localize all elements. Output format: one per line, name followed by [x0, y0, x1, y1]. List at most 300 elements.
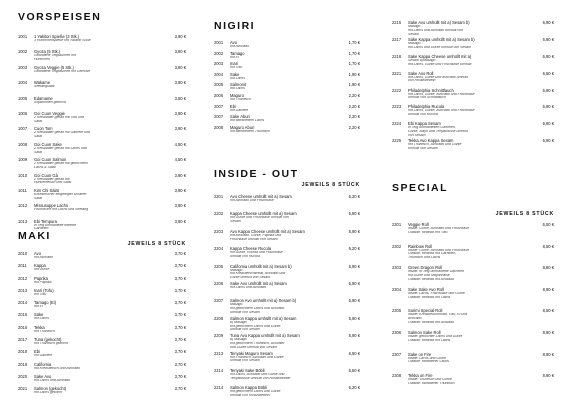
- vorspeisen-list: [18, 34, 186, 234]
- menu-item-price: 3,70 €: [174, 251, 186, 256]
- menu-item: [18, 80, 186, 95]
- menu-item-price: 2,20 €: [348, 114, 360, 120]
- menu-item-price: 6,90 €: [542, 20, 554, 25]
- menu-item-description: Hühnchen: [34, 58, 50, 62]
- section-title-special: SPECIAL: [392, 182, 449, 194]
- menu-item-description: mit Lachs: [34, 317, 49, 321]
- menu-item-description: Gebratene Teigtaschen mit: [34, 54, 76, 58]
- menu-item-description: mit Thunfisch, Avocado und Gurke: [230, 355, 284, 359]
- menu-item-description: 3 Hühnchenspieße mit Yakitori Soße: [34, 39, 91, 42]
- menu-item-name: Sake Aburi: [230, 114, 250, 120]
- menu-item-description: mit Gurke, Rucola und Frischkäse: [230, 251, 283, 255]
- menu-item-price: 6,20 €: [348, 246, 360, 252]
- menu-item-description: Outside: bedeckt mit Avocado: [408, 277, 455, 281]
- menu-item: [214, 385, 360, 402]
- menu-item-name: Inari: [230, 61, 238, 67]
- menu-item-number: 1011: [18, 187, 27, 193]
- inside-out-continued-list: [392, 20, 554, 155]
- menu-item-description: von Röstzwiebeln: [408, 79, 436, 83]
- menu-item-description: Masago: [408, 41, 421, 45]
- menu-item-description: Outside: bedeckt mit Garnelen,: [408, 252, 457, 256]
- menu-item-price: 6,50 €: [542, 70, 554, 76]
- menu-item-name: Edamame: [34, 95, 53, 101]
- menu-item-price: 3,70 €: [174, 263, 186, 269]
- menu-item-description: mit Garnele: [34, 354, 53, 358]
- menu-item-number: 2222: [392, 87, 402, 93]
- menu-item-price: 5,90 €: [348, 211, 360, 217]
- menu-item-price: 8,90 €: [542, 373, 554, 379]
- menu-item: [18, 157, 186, 172]
- menu-item: [18, 96, 186, 111]
- menu-item-number: 1001: [18, 34, 28, 39]
- menu-item: [18, 203, 186, 218]
- menu-item-name: Avo: [34, 251, 41, 256]
- menu-item-name: Salmon (gekocht): [34, 386, 67, 392]
- menu-item-description: Outside: bedeckt mit Tofu: [408, 230, 448, 234]
- menu-item: [18, 362, 186, 374]
- menu-item-number: 2218: [392, 53, 402, 59]
- menu-item-name: Ebi Tempura: [34, 218, 57, 224]
- menu-item-price: 5,90 €: [348, 280, 360, 286]
- inside-out-subtitle: JEWEILS 8 STÜCK: [301, 182, 360, 188]
- menu-item-name: Ebi: [230, 103, 236, 109]
- menu-item-name: Ebi Kappa Sesam: [408, 121, 441, 127]
- menu-item-number: 2012: [18, 275, 28, 281]
- menu-item-name: Gyoza Veggie (5 Stk.): [34, 64, 74, 70]
- section-title-inside-out: INSIDE - OUT: [214, 168, 299, 180]
- menu-item: [18, 251, 186, 263]
- menu-item-description: umhüllt von Sesam: [230, 310, 260, 314]
- menu-item-description: mit Lachs: [230, 87, 245, 91]
- maki-list: [18, 251, 186, 399]
- menu-item-number: 2007: [214, 103, 224, 109]
- menu-item-description: mit Gurke: [34, 268, 50, 272]
- menu-item-description: 2 Reisblätter gefüllt mit Tofu und: [34, 115, 85, 119]
- menu-item-description: mit Paprika: [34, 280, 52, 284]
- menu-item-description: von Sesam: [408, 133, 426, 137]
- menu-item-name: Salmon Kappa Böbli: [230, 385, 268, 391]
- menu-item-price: 8,90 €: [542, 329, 554, 335]
- menu-item: [214, 72, 360, 83]
- menu-item-name: Teriyaki Maguro Sesam: [230, 350, 273, 356]
- menu-item-description: mit Tofu: [34, 292, 47, 296]
- menu-item-description: umhüllt von Röstzwiebeln: [230, 394, 270, 398]
- menu-item-description: mit Thunfisch gekocht: [34, 342, 69, 346]
- menu-item-description: Gebratene Teigtaschen mit Gemüse: [34, 69, 91, 73]
- menu-item: [18, 337, 186, 349]
- menu-item-name: Cuon Tom: [34, 126, 53, 132]
- menu-item: [18, 188, 186, 203]
- menu-item-number: 2011: [18, 263, 27, 269]
- menu-item-description: Avocado: [408, 317, 422, 321]
- menu-item-description: mit Lachs und Avocado: [230, 285, 267, 289]
- menu-item-description: Outside: bedeckt mit Lachs: [408, 338, 451, 342]
- menu-item-description: mit gekochtem Lachs und Gurke: [230, 390, 281, 394]
- menu-item-name: Sake on Fire: [408, 351, 432, 357]
- menu-item: [214, 264, 360, 281]
- menu-item-price: 1,70 €: [348, 40, 360, 45]
- menu-item-description: mit Avocado: [34, 256, 54, 259]
- menu-item-description: Gurke, Mayo und Teriyakisoße umhüllt: [408, 130, 468, 134]
- menu-item-description: mit Krebsfleischimitat, Avocado und: [230, 272, 286, 276]
- menu-item-description: mit Thunfisch, Avocado und Gurke: [408, 143, 462, 147]
- menu-item-description: Masago: [230, 268, 243, 272]
- section-title-nigiri: NIGIRI: [214, 20, 256, 32]
- menu-item-number: 2208: [214, 315, 224, 321]
- menu-item: [214, 51, 360, 62]
- menu-item-description: mit Ei: [34, 305, 43, 309]
- menu-item-name: Teriyaki Sake Böbli: [230, 367, 265, 373]
- menu-item-name: Green Dragon Roll: [408, 265, 443, 271]
- menu-item-description: umhüllt von Rucola: [230, 254, 260, 258]
- menu-item: [18, 173, 186, 188]
- menu-item: [392, 54, 554, 71]
- menu-item-description: Inside: Gurke, Avocado und Frischkäse: [408, 248, 469, 252]
- menu-item-description: Outside: flambierter Thunfisch: [408, 381, 455, 385]
- menu-item: [18, 288, 186, 300]
- menu-item-name: Tekka: [34, 324, 45, 330]
- menu-item-name: Philadelphia Schnittlauch: [408, 87, 454, 93]
- menu-item-description: in Teig ummantelten Garnelen,: [408, 126, 456, 130]
- menu-item-name: Sake Kappa Cheese umhüllt mit a): [408, 53, 472, 59]
- menu-item-name: Veggie Roll: [408, 222, 429, 227]
- menu-item: [18, 126, 186, 141]
- menu-item-number: 2020: [18, 373, 28, 379]
- menu-item-description: mit gekochtem Lachs und Gurke: [230, 324, 281, 328]
- menu-item: [392, 104, 554, 121]
- menu-item-name: Sake Avo Roll: [408, 70, 434, 76]
- menu-item-price: 6,50 €: [348, 350, 360, 356]
- menu-item-name: Tamago (Ei): [34, 300, 57, 306]
- menu-item-number: 2019: [18, 361, 28, 367]
- menu-item-description: umhüllt von Sesam: [230, 328, 260, 332]
- menu-item-description: Salat: [34, 150, 42, 154]
- menu-item-description: mit Thunfisch: [230, 97, 251, 101]
- menu-item-number: 2008: [214, 124, 224, 130]
- menu-item-description: mit Lachs gekocht: [34, 391, 63, 395]
- menu-item-price: 1,70 €: [348, 61, 360, 67]
- menu-item-number: 1013: [18, 218, 28, 224]
- menu-item-description: Garnelen: [34, 227, 49, 231]
- menu-item-description: 2 Reisblätter gefüllt mit Garnele und: [34, 131, 90, 135]
- menu-item-description: mit flambiertem Thunfisch: [230, 129, 271, 133]
- menu-item-name: Kappa: [34, 263, 46, 269]
- menu-item: [392, 352, 554, 374]
- menu-item: [214, 125, 360, 136]
- menu-item-name: Goi Cuon Salmon: [34, 157, 67, 163]
- menu-item-name: Avo Kappa Cheese umhüllt mit a) Sesam: [230, 228, 305, 234]
- menu-item-name: Avo: [230, 40, 237, 45]
- menu-item-name: Paprika: [34, 275, 48, 281]
- menu-item-price: 3,90 €: [174, 80, 186, 86]
- menu-item-description: mit Lachs und Gurke umhüllt von Sesam: [408, 45, 472, 49]
- menu-item-name: Tamago: [230, 50, 245, 56]
- menu-item-description: Sesam: [408, 32, 419, 36]
- menu-item-name: Salmonit: [230, 82, 246, 88]
- menu-item-number: 2201: [214, 194, 224, 199]
- menu-item-name: Sake Sake Avo Roll: [408, 286, 444, 292]
- menu-item-description: b) Masago: [230, 320, 247, 324]
- menu-item-price: 8,90 €: [542, 351, 554, 357]
- menu-item: [18, 49, 186, 64]
- menu-item-name: California: [34, 361, 52, 367]
- menu-item: [392, 222, 554, 244]
- menu-item-number: 2006: [214, 92, 224, 98]
- menu-item: [214, 82, 360, 93]
- menu-item-name: Tekka Avo Kappa Sesam: [408, 138, 454, 144]
- menu-item-description: mit Lachs, Gurke und Avocado umhüllt: [408, 75, 468, 79]
- menu-item: [18, 349, 186, 361]
- menu-item-name: Tekka on Fire: [408, 373, 433, 379]
- menu-item: [18, 142, 186, 157]
- menu-item-name: Tuna Avo Kappa umhüllt mit a) Sesam: [230, 333, 300, 339]
- menu-item-number: 2215: [392, 20, 402, 25]
- menu-item-description: mit Gurke und Frischkäse umhüllt von: [230, 216, 289, 220]
- menu-item-price: 5,90 €: [348, 228, 360, 234]
- menu-item-price: 1,90 €: [348, 82, 360, 88]
- menu-item: [18, 34, 186, 49]
- menu-item-name: Rainbow Roll: [408, 243, 433, 249]
- menu-item: [214, 61, 360, 72]
- menu-item-number: 2303: [392, 265, 402, 271]
- menu-item-number: 1009: [18, 157, 28, 163]
- menu-item-number: 2003: [214, 61, 224, 67]
- menu-item: [214, 368, 360, 385]
- menu-item-number: 2207: [214, 298, 224, 304]
- menu-item: [18, 111, 186, 126]
- menu-item-name: Goi Cuon Veggie: [34, 110, 65, 116]
- menu-item-description: Lachs & Salat: [34, 165, 56, 169]
- menu-item-name: Sake Avo umhüllt mit a) Sesam: [230, 280, 287, 286]
- menu-item-price: 3,70 €: [174, 349, 186, 355]
- menu-item-price: 5,90 €: [348, 315, 360, 321]
- menu-item-number: 2016: [18, 324, 28, 330]
- menu-item-name: Kappa Cheese umhüllt mit a) Sesam: [230, 211, 297, 217]
- menu-item-price: 3,70 €: [174, 300, 186, 306]
- menu-item-price: 8,50 €: [542, 308, 554, 314]
- menu-item-price: 3,90 €: [174, 34, 186, 39]
- menu-item-number: 2214: [214, 367, 224, 373]
- menu-item-price: 4,50 €: [174, 157, 186, 163]
- menu-item-description: umhüllt von Sesam: [230, 359, 260, 363]
- menu-item-number: 2213: [214, 350, 224, 356]
- menu-item-number: 2221: [392, 70, 402, 76]
- menu-item-description: b) Masago: [230, 338, 247, 342]
- menu-item-description: Outside: bedeckt mit Lachs: [408, 295, 451, 299]
- menu-item-description: in Teig ummantelte frittierte: [34, 223, 77, 227]
- menu-item-name: Sake Avo umhüllt mit a) Sesam b): [408, 20, 470, 25]
- menu-item-description: Seetangsalat: [34, 85, 55, 89]
- menu-item-name: Salmon Avo umhüllt mit a) Sesam b): [230, 298, 297, 304]
- section-title-maki: MAKI: [18, 230, 51, 242]
- menu-item-price: 6,90 €: [542, 53, 554, 59]
- menu-item-number: 2018: [18, 349, 28, 355]
- menu-item-description: mit Avocado: [230, 45, 250, 48]
- menu-item-price: 8,50 €: [542, 243, 554, 249]
- menu-item-description: mit Tofu: [230, 66, 243, 70]
- menu-item-number: 2013: [18, 287, 28, 293]
- menu-item-number: 2217: [392, 36, 402, 42]
- menu-item-name: Maguro: [230, 92, 244, 98]
- menu-item-description: mit Lachs und Avocado: [34, 378, 71, 382]
- menu-item-price: 3,70 €: [174, 275, 186, 281]
- menu-item: [214, 298, 360, 315]
- menu-item-name: California umhüllt mit a) Sesam b): [230, 263, 292, 269]
- section-title-vorspeisen: VORSPEISEN: [18, 11, 102, 23]
- menu-item: [18, 374, 186, 386]
- menu-item-price: 6,20 €: [348, 194, 360, 199]
- menu-item-price: 2,20 €: [348, 103, 360, 109]
- menu-item: [392, 121, 554, 138]
- menu-item-description: mit Krebsfleisch und Avocado: [34, 366, 80, 370]
- menu-item: [214, 229, 360, 246]
- menu-item-price: 6,90 €: [542, 121, 554, 127]
- menu-item: [214, 333, 360, 350]
- menu-item-description: Thunfisch und Lachs: [408, 256, 441, 260]
- menu-item-description: mit Lachs, Gurke, Avocado und Frischkäse: [408, 109, 475, 113]
- menu-item-description: Koreanischer eingelegter scharfer: [34, 192, 87, 196]
- menu-item-price: 3,90 €: [174, 64, 186, 70]
- menu-item-price: 8,90 €: [542, 286, 554, 292]
- menu-item-description: Hühnerfleisch und Salat: [34, 181, 72, 185]
- menu-item-name: Gyoza (5 Stk.): [34, 49, 61, 55]
- menu-item-price: 3,70 €: [174, 287, 186, 293]
- menu-item-name: Sake: [230, 71, 240, 77]
- menu-item-description: Inside: Gurke, Avocado und Frischkäse: [408, 227, 469, 230]
- menu-item-number: 2202: [214, 211, 224, 217]
- menu-item-description: und Gurke umhüllt von Sesam: [230, 345, 278, 349]
- menu-item-number: 2224: [392, 121, 402, 127]
- menu-item-price: 3,70 €: [174, 373, 186, 379]
- menu-item-number: 1003: [18, 64, 28, 70]
- menu-item: [214, 211, 360, 228]
- menu-item-description: umhüllt von Sesam: [408, 147, 438, 151]
- menu-item-number: 1005: [18, 95, 28, 101]
- menu-item-description: mit Thunfisch: [34, 329, 55, 333]
- menu-item-number: 2209: [214, 333, 224, 339]
- menu-item-number: 2205: [214, 263, 224, 269]
- menu-item-price: 1,90 €: [348, 71, 360, 77]
- menu-item-number: 2225: [392, 138, 402, 144]
- menu-item-price: 6,90 €: [542, 36, 554, 42]
- menu-item-description: umhüllt von Schnittlauch: [408, 96, 446, 100]
- menu-item-number: 2214: [214, 385, 224, 391]
- menu-item-price: 5,90 €: [348, 298, 360, 304]
- menu-item: [214, 114, 360, 125]
- menu-item-name: Wakame: [34, 80, 50, 86]
- menu-item-description: Inside: Thunfisch und Gurke: [408, 378, 452, 382]
- menu-item-description: mit Lachs, Gurke und Frischkäse umhüllt: [408, 62, 472, 66]
- menu-item-name: Kim Chi Salat: [34, 187, 59, 193]
- menu-item-price: 6,90 €: [542, 138, 554, 144]
- menu-item-description: Salat: [34, 119, 42, 123]
- special-subtitle: JEWEILS 8 STÜCK: [495, 211, 554, 217]
- menu-item-number: 2306: [392, 329, 402, 335]
- menu-item-price: 3,70 €: [174, 312, 186, 318]
- menu-item-description: mit Avocado und Frischkäse: [230, 199, 274, 202]
- menu-item-price: 3,90 €: [174, 203, 186, 209]
- menu-item-number: 2302: [392, 243, 402, 249]
- inside-out-list: [214, 194, 360, 403]
- maki-subtitle: JEWEILS 8 STÜCK: [127, 241, 186, 247]
- menu-item-name: Salmon Sake Roll: [408, 329, 441, 335]
- menu-item-number: 2223: [392, 104, 402, 110]
- menu-item: [214, 104, 360, 115]
- menu-item: [214, 316, 360, 333]
- menu-item: [18, 386, 186, 398]
- menu-item-number: 2301: [392, 222, 402, 227]
- menu-item-description: Gurke umhüllt von Sesam: [230, 276, 271, 280]
- menu-item-description: Inside: Lachs, Frischkäse und Gurke: [408, 291, 465, 295]
- menu-item-description: Sesam b)Masago: [408, 58, 436, 62]
- menu-item: [214, 281, 360, 298]
- menu-item-name: Goi Cuon Gà: [34, 172, 58, 178]
- menu-item-number: 2307: [392, 351, 402, 357]
- menu-item-name: Salmon Kappa umhüllt mit a) Sesam: [230, 315, 297, 321]
- menu-item-description: Masago: [408, 25, 421, 28]
- menu-item-description: mit Lachs, Avocado und Gurke und: [230, 372, 285, 376]
- menu-item-description: Outside: flambierter Lachs: [408, 360, 449, 364]
- menu-item-price: 6,20 €: [348, 385, 360, 391]
- menu-item-number: 2010: [18, 251, 28, 256]
- menu-item-description: Teriyakisoße umhüllt von Röstzwiebeln: [230, 376, 291, 380]
- menu-item-description: Salat: [34, 196, 42, 200]
- menu-item-number: 2203: [214, 228, 224, 234]
- menu-item-number: 2004: [214, 71, 224, 77]
- menu-item-price: 3,90 €: [174, 218, 186, 224]
- menu-item-name: Surimi Special Roll: [408, 308, 443, 314]
- menu-item-price: 3,90 €: [174, 110, 186, 116]
- menu-item-number: 2308: [392, 373, 402, 379]
- menu-item: [392, 37, 554, 54]
- menu-item-description: Masago: [230, 303, 243, 307]
- menu-item-price: 3,70 €: [174, 361, 186, 367]
- menu-item-name: Inari (Tofu): [34, 287, 54, 293]
- menu-item: [18, 300, 186, 312]
- menu-item-name: Tuna (gekocht): [34, 337, 62, 343]
- menu-item-name: Philadelphia Rucola: [408, 104, 445, 110]
- menu-item-price: 3,90 €: [174, 49, 186, 55]
- menu-item-price: 4,50 €: [174, 141, 186, 147]
- menu-item-description: Sesam: [230, 220, 241, 224]
- menu-item-price: 3,50 €: [174, 95, 186, 101]
- menu-item-description: Fischbrühe mit Lachs und Seetang: [34, 208, 89, 212]
- menu-item-description: Salat: [34, 135, 42, 139]
- menu-item: [392, 244, 554, 266]
- menu-item-price: 3,90 €: [174, 187, 186, 193]
- menu-item-number: 2204: [214, 246, 224, 252]
- menu-item-price: 6,50 €: [542, 222, 554, 227]
- menu-item: [18, 263, 186, 275]
- menu-item: [392, 20, 554, 37]
- menu-item: [214, 194, 360, 211]
- menu-item: [214, 93, 360, 104]
- menu-item-number: 2017: [18, 337, 28, 343]
- menu-item-name: 1 Yakitori Spieße (3 Stk.): [34, 34, 80, 39]
- menu-item-name: Maguro Aburi: [230, 124, 255, 130]
- menu-item-price: 3,90 €: [174, 126, 186, 132]
- menu-item-description: mit Avocado, Gurke, Paprika und: [230, 233, 282, 237]
- menu-item-name: Kappa Cheese Rucola: [230, 246, 271, 252]
- menu-item-number: 2305: [392, 308, 402, 314]
- menu-item: [214, 351, 360, 368]
- menu-item: [392, 138, 554, 155]
- menu-item-description: Sojabohnen gekocht: [34, 100, 66, 104]
- menu-item: [214, 246, 360, 263]
- menu-item: [392, 88, 554, 105]
- menu-item-description: umhüllt von Rucola: [408, 113, 438, 117]
- menu-item: [392, 265, 554, 287]
